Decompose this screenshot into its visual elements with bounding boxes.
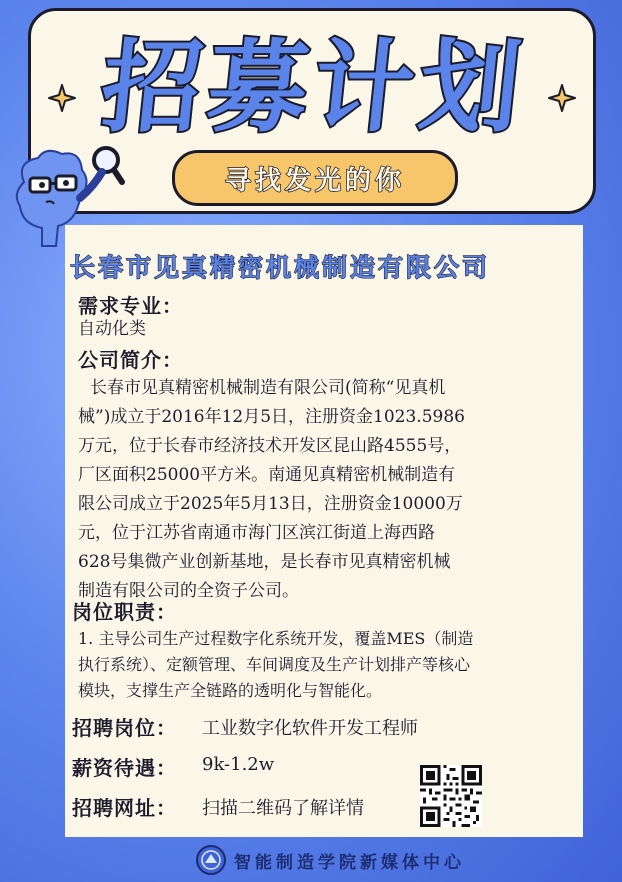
sparkle-icon xyxy=(48,84,76,112)
url-label: 招聘网址： xyxy=(72,796,177,820)
url-value: 扫描二维码了解详情 xyxy=(202,798,364,819)
intro-line: 限公司成立于2025年5月13日，注册资金10000万 xyxy=(78,494,463,514)
intro-label: 公司简介： xyxy=(78,348,183,372)
intro-line: 械”)成立于2016年12月5日，注册资金1023.5986 xyxy=(78,407,465,427)
intro-line: 元，位于江苏省南通市海门区滨江街道上海西路 xyxy=(78,523,435,543)
major-value: 自动化类 xyxy=(78,319,146,339)
intro-line: 628号集微产业创新基地，是长春市见真精密机械 xyxy=(78,552,451,572)
intro-line: 长春市见真精密机械制造有限公司(简称“见真机 xyxy=(90,378,446,398)
duty-paragraph xyxy=(78,626,578,704)
intro-line: 制造有限公司的全资子公司。 xyxy=(78,581,299,601)
company-name: 长春市见真精密机械制造有限公司 xyxy=(70,253,491,282)
intro-line: 厂区面积25000平方米。南通见真精密机械制造有 xyxy=(78,465,456,485)
duty-line: 执行系统）、定额管理、车间调度及生产计划排产等核心 xyxy=(78,655,471,674)
footer xyxy=(196,842,496,878)
main-title: 招募计划 xyxy=(95,29,533,146)
intro-line: 万元，位于长春市经济技术开发区昆山路4555号， xyxy=(78,436,462,456)
sparkle-icon xyxy=(548,84,576,112)
college-logo-icon xyxy=(196,845,226,875)
subtitle-pill xyxy=(172,150,458,206)
salary-label: 薪资待遇： xyxy=(72,756,177,780)
salary-value: 9k-1.2w xyxy=(202,754,275,775)
subtitle-text: 寻找发光的你 xyxy=(224,165,405,196)
position-value: 工业数字化软件开发工程师 xyxy=(202,718,418,739)
intro-paragraph xyxy=(78,374,578,606)
footer-text: 智能制造学院新媒体中心 xyxy=(234,852,465,873)
qr-code-icon[interactable] xyxy=(420,765,482,827)
duty-line: 模块，支撑生产全链路的透明化与智能化。 xyxy=(78,681,383,700)
duty-label: 岗位职责： xyxy=(72,600,177,624)
position-label: 招聘岗位： xyxy=(72,716,177,740)
duty-line: 1. 主导公司生产过程数字化系统开发，覆盖MES（制造 xyxy=(78,629,474,648)
major-label: 需求专业： xyxy=(78,294,183,318)
